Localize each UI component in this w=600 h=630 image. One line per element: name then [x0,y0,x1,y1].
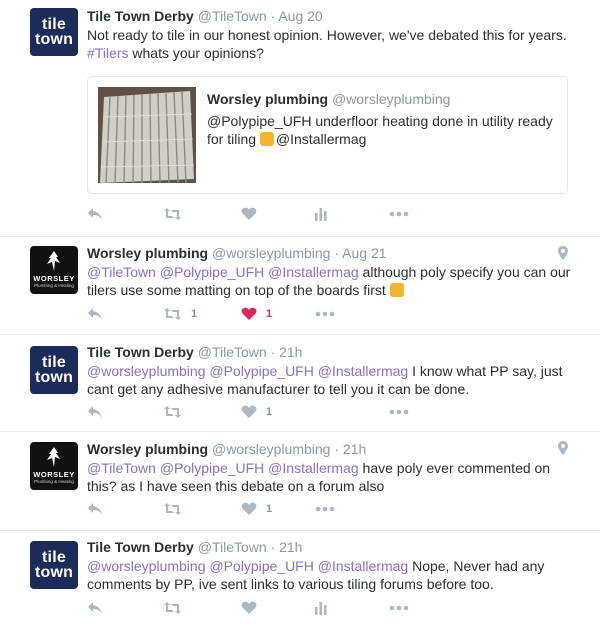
retweet-icon [163,601,182,615]
reply-button[interactable] [87,601,103,615]
thumbs-up-icon [390,283,404,297]
author-handle[interactable]: @TileTown [197,539,267,555]
like-count: 1 [266,503,273,515]
tweet[interactable] [0,432,600,531]
author-name[interactable]: Tile Town Derby [87,539,194,555]
more-dots-icon [389,601,409,615]
quoted-author-name[interactable]: Worsley plumbing [207,91,329,107]
like-button[interactable] [241,601,257,615]
heart-icon [241,207,257,221]
retweet-count: 1 [191,308,198,320]
retweet-button[interactable] [163,502,182,516]
more-dots-icon [389,207,409,221]
author-name[interactable]: Tile Town Derby [87,8,194,24]
more-dots-icon [389,405,409,419]
retweet-icon [163,207,182,221]
reply-icon [87,601,103,615]
more-button[interactable] [315,307,335,321]
retweet-icon [163,405,182,419]
tweet[interactable] [0,531,600,630]
like-count: 1 [266,308,273,320]
tweet[interactable] [0,0,600,237]
reply-icon [87,207,103,221]
mention-links[interactable]: @TileTown @Polypipe_UFH @Installermag [87,264,359,280]
more-dots-icon [315,502,335,516]
location-pin-icon[interactable] [557,440,569,456]
more-button[interactable] [315,502,335,516]
author-name[interactable]: Worsley plumbing [87,441,209,457]
tweet-text: Not ready to tile in our honest opinion. However, we've debated this for years. #Tilers whats your opinions? [87,27,567,61]
like-button[interactable] [241,307,272,321]
tweet-time[interactable]: · 21h [270,539,303,555]
retweet-button[interactable] [163,307,197,321]
reply-icon [87,405,103,419]
thumbs-up-icon [260,132,274,146]
quoted-author-handle[interactable]: @worsleyplumbing [331,91,451,107]
more-button[interactable] [389,405,409,419]
reply-button[interactable] [87,207,103,221]
avatar[interactable]: tile town [30,541,78,589]
worsley-logo-icon [42,249,66,273]
heart-icon [241,405,257,419]
retweet-icon [163,307,182,321]
avatar[interactable]: WORSLEY Plumbing & Heating [30,246,78,294]
like-button[interactable] [241,405,272,419]
analytics-icon [315,601,327,615]
heart-icon [241,502,257,516]
location-pin-icon[interactable] [557,245,569,261]
author-handle[interactable]: @TileTown [197,8,267,24]
reply-button[interactable] [87,405,103,419]
mention-links[interactable]: @worsleyplumbing @Polypipe_UFH @Installermag [87,363,409,379]
tweet-header [87,7,575,25]
tweet-time[interactable]: · 21h [270,344,303,360]
reply-button[interactable] [87,502,103,516]
avatar[interactable]: tile town [30,346,78,394]
retweet-button[interactable] [163,601,182,615]
tweet-text: @worsleyplumbing @Polypipe_UFH @Installermag I know what PP say, just cant get any adhesive manufacturer to tell you it can be done. [87,363,563,397]
underfloor-heating-photo [98,87,196,183]
reply-icon [87,307,103,321]
quoted-tweet-image[interactable] [98,87,196,183]
more-dots-icon [315,307,335,321]
retweet-button[interactable] [163,207,182,221]
heart-icon [241,307,257,321]
analytics-icon [315,207,327,221]
quoted-tweet-text: @Polypipe_UFH underfloor heating done in utility ready for tiling @Installermag [207,113,553,147]
analytics-button[interactable] [315,601,327,615]
tweet-time[interactable]: · 21h [334,441,367,457]
heart-icon [241,601,257,615]
like-button[interactable] [241,207,257,221]
more-button[interactable] [389,601,409,615]
author-name[interactable]: Worsley plumbing [87,245,209,261]
tweet[interactable] [0,335,600,432]
retweet-icon [163,502,182,516]
tweet-text: @worsleyplumbing @Polypipe_UFH @Installermag Nope, Never had any comments by PP, ive sent links to various tiling forums before too. [87,558,545,592]
more-button[interactable] [389,207,409,221]
avatar[interactable]: WORSLEY Plumbing & Heating [30,442,78,490]
avatar[interactable]: tile town [30,8,78,56]
reply-button[interactable] [87,307,103,321]
analytics-button[interactable] [315,207,327,221]
mention-links[interactable]: @TileTown @Polypipe_UFH @Installermag [87,460,359,476]
tweet-text: @TileTown @Polypipe_UFH @Installermag although poly specify you can our tilers use some matting on top of the boards first [87,264,571,298]
tweet[interactable] [0,237,600,335]
quoted-tweet[interactable] [87,76,568,194]
author-handle[interactable]: @TileTown [197,344,267,360]
author-handle[interactable]: @worsleyplumbing [211,245,331,261]
like-count: 1 [266,406,273,418]
worsley-logo-icon [42,445,66,469]
tweet-text: @TileTown @Polypipe_UFH @Installermag have poly ever commented on this? as I have seen this debate on a forum also [87,460,551,494]
like-button[interactable] [241,502,272,516]
tweet-time[interactable]: · Aug 21 [334,245,387,261]
retweet-button[interactable] [163,405,182,419]
reply-icon [87,502,103,516]
author-handle[interactable]: @worsleyplumbing [211,441,331,457]
author-name[interactable]: Tile Town Derby [87,344,194,360]
tweet-time[interactable]: · Aug 20 [270,8,323,24]
hashtag-link[interactable]: #Tilers [87,45,129,61]
mention-links[interactable]: @worsleyplumbing @Polypipe_UFH @Installermag [87,558,409,574]
